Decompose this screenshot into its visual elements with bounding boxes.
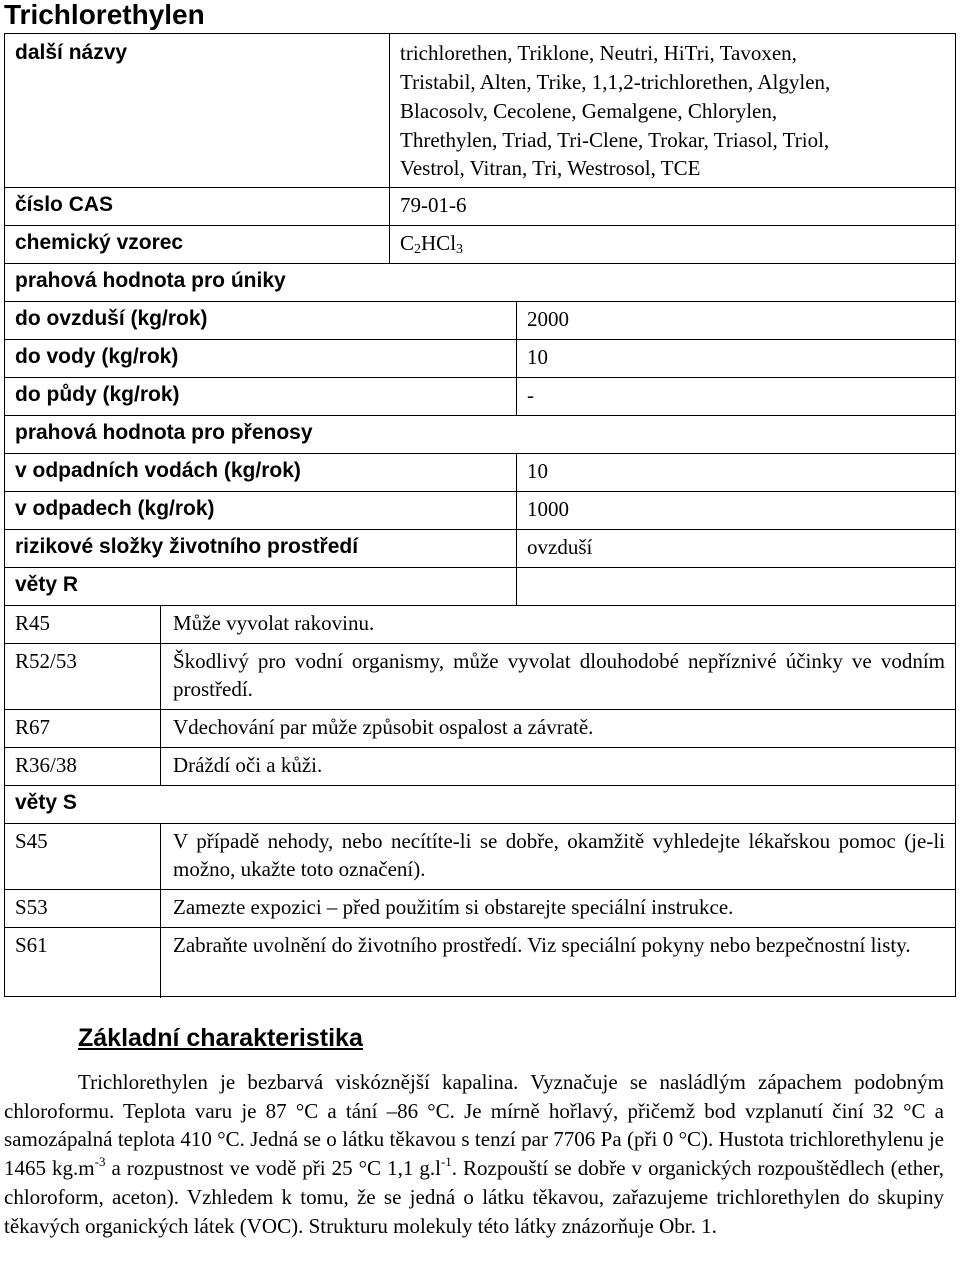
r-phrase-text: Dráždí oči a kůži. bbox=[173, 753, 323, 777]
characteristics-paragraph: Trichlorethylen je bezbarvá viskóznější kapalina. Vyznačuje se nasládlým zápachem podobným chloroformu. Teplota varu je 87 °C a tání –86 °C. Je mírně hořlavý, přičemž bod vzplanutí činí 32 °C a samozápalná teplota 410 °C. Jedná se o látku těkavou s tenzí par 7706 Pa (při 0 °C). Hustota trichlorethylenu je 1465 $kg.m^{-3}$ a rozpustnost ve vodě při 25 °C 1,1 $g.l^{-1}$. Rozpouští se dobře v organických rozpouštědlech (ether, chloroform, aceton). Vzhledem k tomu, že se jedná o látku těkavou, zařazujeme trichlorethylen do skupiny těkavých organických látek (VOC). Strukturu molekuly této látky znázorňuje Obr. 1. bbox=[4, 1070, 944, 1238]
row-divider bbox=[5, 927, 955, 928]
r-phrase-code: R52/53 bbox=[15, 649, 77, 673]
r-phrase-code: R67 bbox=[15, 715, 51, 739]
other-names-line: Threthylen, Triad, Tri-Clene, Trokar, Triasol, Triol, bbox=[400, 128, 830, 152]
column-divider bbox=[516, 301, 517, 416]
formula-value: $C_2HCl_3$ bbox=[400, 231, 464, 257]
s-phrase-text: V případě nehody, nebo necítíte-li se dobře, okamžitě vyhledejte lékařskou pomoc (je-li možno, ukažte toto označení). bbox=[173, 829, 945, 881]
transfer-wastewater-value: 10 bbox=[527, 459, 548, 483]
cas-value: 79-01-6 bbox=[400, 193, 467, 217]
transfer-waste-value: 1000 bbox=[527, 497, 569, 521]
transfer-threshold-heading: prahová hodnota pro přenosy bbox=[15, 421, 313, 444]
s-phrase-code: S61 bbox=[15, 933, 48, 957]
row-divider bbox=[5, 643, 955, 644]
r-phrase-text: Může vyvolat rakovinu. bbox=[173, 611, 375, 635]
r-phrase-text: Škodlivý pro vodní organismy, může vyvolat dlouhodobé nepříznivé účinky ve vodním prostředí. bbox=[173, 649, 945, 701]
section-heading: Základní charakteristika bbox=[78, 1024, 363, 1052]
r-phrases-heading: věty R bbox=[15, 573, 79, 596]
row-divider bbox=[5, 709, 955, 710]
formula-label: chemický vzorec bbox=[15, 231, 184, 254]
risk-components-value: ovzduší bbox=[527, 535, 593, 559]
row-divider bbox=[5, 263, 955, 264]
row-divider bbox=[5, 187, 955, 188]
release-air-label: do ovzduší (kg/rok) bbox=[15, 307, 208, 330]
row-divider bbox=[5, 529, 955, 530]
row-divider bbox=[5, 225, 955, 226]
row-divider bbox=[5, 301, 955, 302]
release-water-label: do vody (kg/rok) bbox=[15, 345, 179, 368]
r-phrase-code: R45 bbox=[15, 611, 51, 635]
row-divider bbox=[5, 377, 955, 378]
row-divider bbox=[5, 491, 955, 492]
column-divider bbox=[160, 823, 161, 998]
other-names-label: další názvy bbox=[15, 41, 128, 64]
release-threshold-heading: prahová hodnota pro úniky bbox=[15, 269, 286, 292]
row-divider bbox=[5, 747, 955, 748]
r-phrase-text: Vdechování par může způsobit ospalost a závratě. bbox=[173, 715, 594, 739]
substance-info-table bbox=[4, 33, 956, 997]
release-air-value: 2000 bbox=[527, 307, 569, 331]
other-names-line: Blacosolv, Cecolene, Gemalgene, Chlorylen, bbox=[400, 99, 778, 123]
s-phrase-code: S45 bbox=[15, 829, 48, 853]
s-phrase-code: S53 bbox=[15, 895, 48, 919]
other-names-line: trichlorethen, Triklone, Neutri, HiTri, Tavoxen, bbox=[400, 41, 797, 65]
column-divider bbox=[516, 453, 517, 605]
row-divider bbox=[5, 339, 955, 340]
release-soil-value: - bbox=[527, 383, 534, 407]
risk-components-label: rizikové složky životního prostředí bbox=[15, 535, 359, 558]
row-divider bbox=[5, 415, 955, 416]
cas-label: číslo CAS bbox=[15, 193, 114, 216]
row-divider bbox=[5, 823, 955, 824]
r-phrase-code: R36/38 bbox=[15, 753, 77, 777]
column-divider bbox=[389, 34, 390, 263]
document-title: Trichlorethylen bbox=[4, 0, 205, 30]
row-divider bbox=[5, 605, 955, 606]
row-divider bbox=[5, 889, 955, 890]
row-divider bbox=[5, 567, 955, 568]
s-phrase-text: Zamezte expozici – před použitím si obstarejte speciální instrukce. bbox=[173, 895, 734, 919]
s-phrases-heading: věty S bbox=[15, 791, 77, 814]
column-divider bbox=[160, 605, 161, 785]
transfer-wastewater-label: v odpadních vodách (kg/rok) bbox=[15, 459, 301, 482]
s-phrase-text: Zabraňte uvolnění do životního prostředí. Viz speciální pokyny nebo bezpečnostní listy. bbox=[173, 933, 911, 957]
row-divider bbox=[5, 453, 955, 454]
transfer-waste-label: v odpadech (kg/rok) bbox=[15, 497, 215, 520]
row-divider bbox=[5, 785, 955, 786]
release-soil-label: do půdy (kg/rok) bbox=[15, 383, 180, 406]
other-names-line: Vestrol, Vitran, Tri, Westrosol, TCE bbox=[400, 156, 701, 180]
other-names-line: Tristabil, Alten, Trike, 1,1,2-trichlorethen, Algylen, bbox=[400, 70, 831, 94]
release-water-value: 10 bbox=[527, 345, 548, 369]
